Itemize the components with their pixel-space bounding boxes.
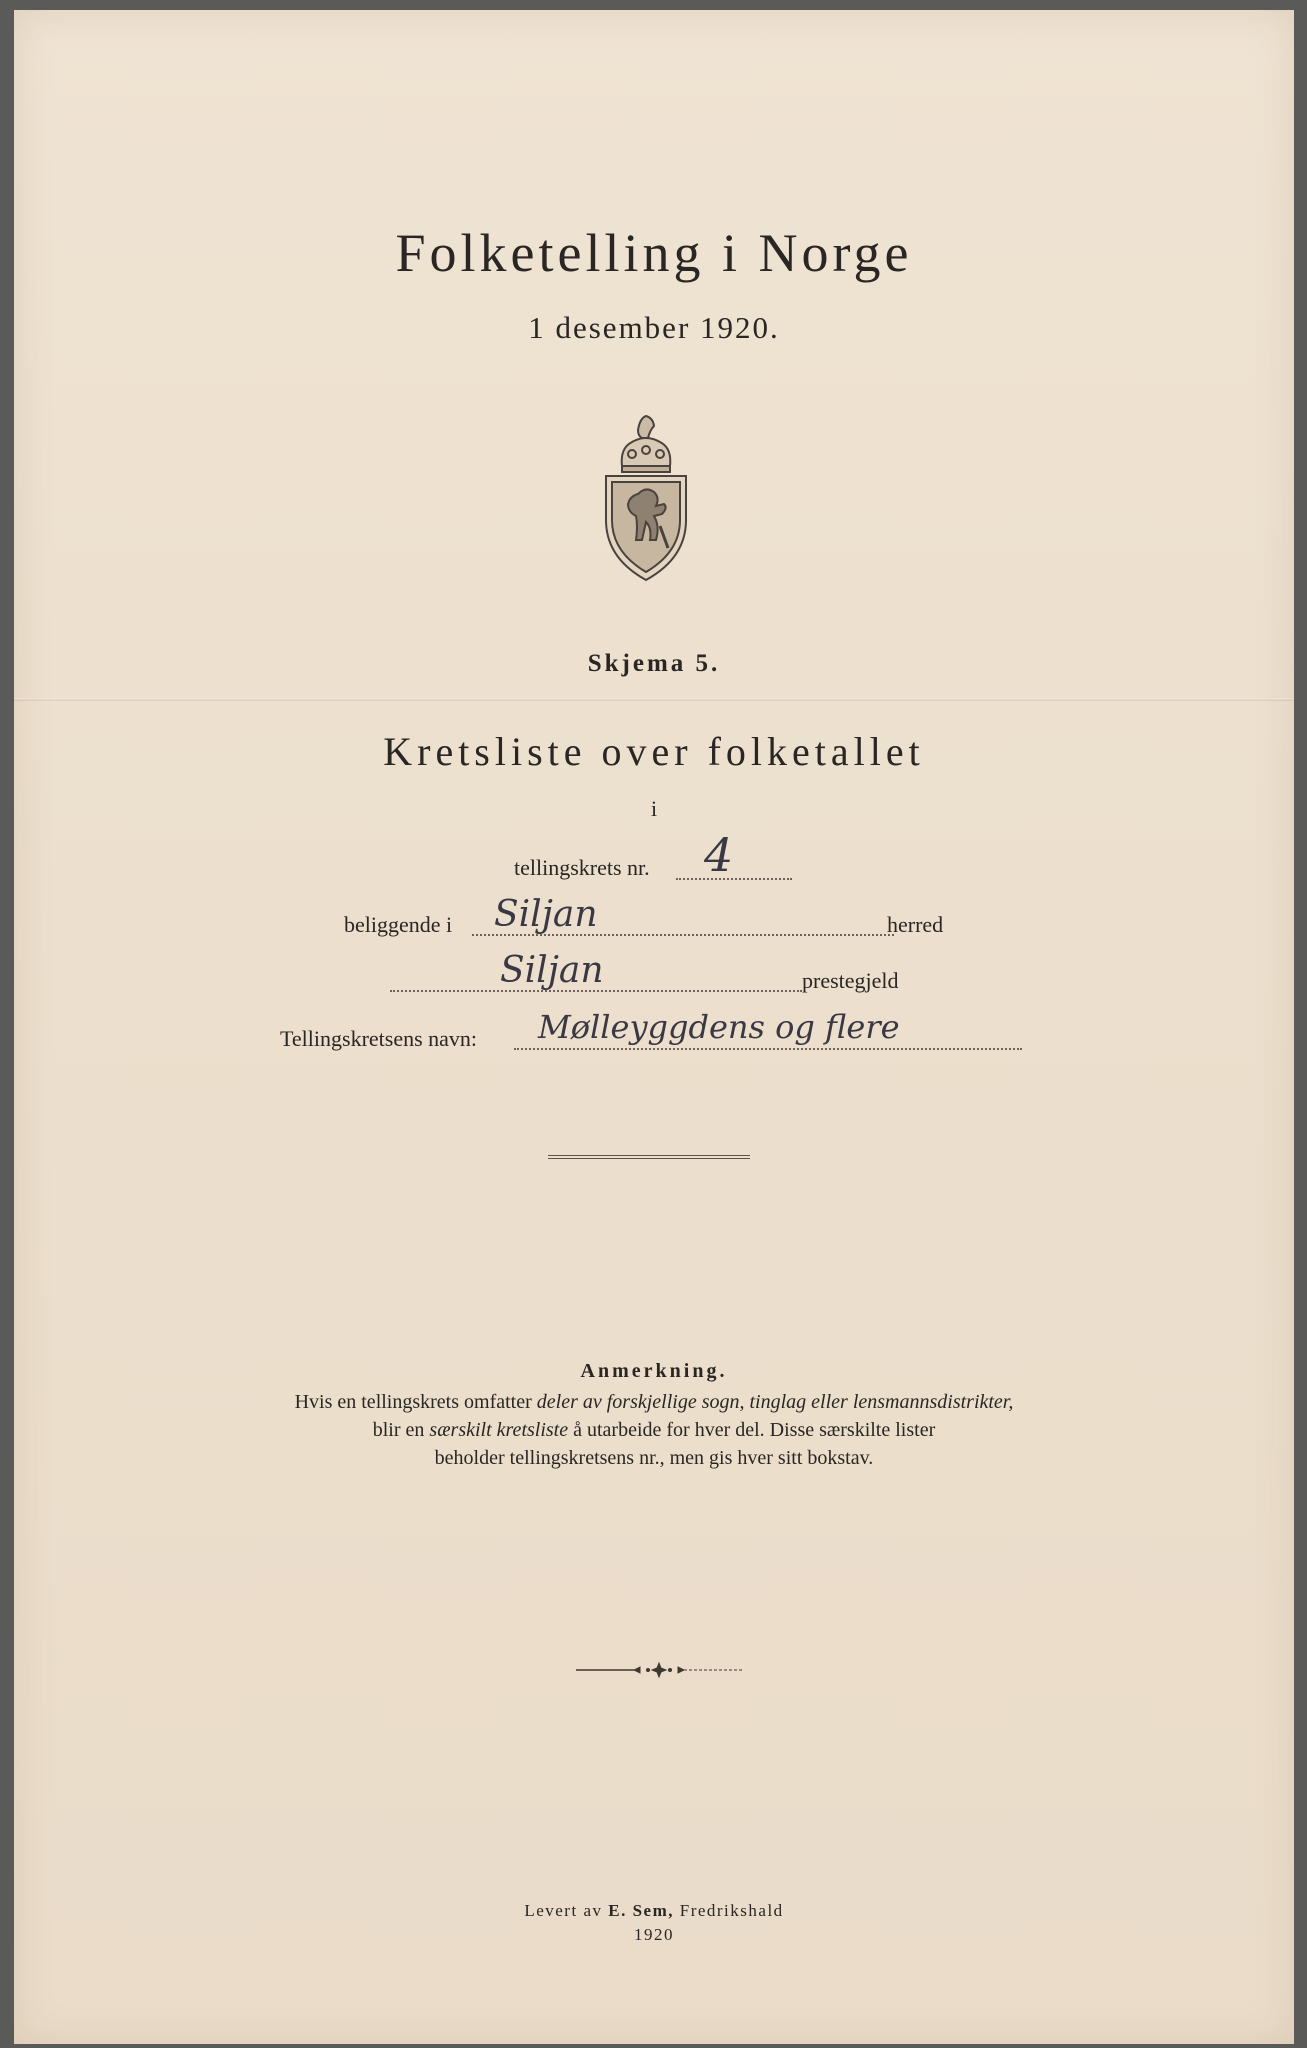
imprint-place: Fredrikshald bbox=[673, 1901, 784, 1920]
note-line-2-end: å utarbeide for hver del. Disse særskilte lister bbox=[568, 1419, 936, 1441]
district-name-value: Mølleyggdens og flere bbox=[538, 1008, 900, 1046]
prestegjeld-label: prestegjeld bbox=[802, 968, 899, 993]
located-in-label: beliggende i bbox=[344, 912, 453, 937]
form-heading: Kretsliste over folketallet bbox=[383, 729, 925, 774]
district-number-line bbox=[676, 878, 792, 880]
paper-fold bbox=[14, 698, 1294, 701]
form-date: 1 desember 1920. bbox=[528, 310, 780, 345]
printer-imprint bbox=[14, 1899, 1294, 1947]
note-line-1-start: Hvis en tellingskrets omfatter bbox=[294, 1391, 537, 1413]
note-line-2-italic: særskilt kretsliste bbox=[429, 1419, 569, 1441]
herred-value: Siljan bbox=[494, 894, 598, 935]
note-line-2-start: blir en bbox=[372, 1419, 430, 1441]
note-text bbox=[14, 1388, 1294, 1472]
note-line-3: beholder tellingskretsens nr., men gis hver sitt bokstav. bbox=[434, 1447, 874, 1469]
herred-label: herred bbox=[887, 912, 944, 937]
note-title: Anmerkning. bbox=[580, 1360, 728, 1382]
imprint-year: 1920 bbox=[634, 1925, 674, 1944]
note-line-1 bbox=[14, 1388, 1294, 1416]
district-name-label: Tellingskretsens navn: bbox=[280, 1026, 478, 1051]
form-title: Folketelling i Norge bbox=[395, 223, 913, 283]
imprint-printer: E. Sem, bbox=[608, 1901, 674, 1920]
section-divider bbox=[548, 1155, 750, 1159]
ornament-divider-icon bbox=[574, 1660, 744, 1680]
norwegian-coat-of-arms-icon bbox=[598, 408, 694, 582]
note-line-2 bbox=[14, 1416, 1294, 1444]
heading-preposition: i bbox=[650, 796, 658, 821]
district-number-value: 4 bbox=[704, 828, 734, 882]
district-number-label: tellingskrets nr. bbox=[514, 855, 650, 880]
prestegjeld-value: Siljan bbox=[500, 950, 604, 991]
schema-number: Skjema 5. bbox=[587, 650, 721, 677]
imprint-line-1 bbox=[14, 1899, 1294, 1923]
imprint-prefix: Levert av bbox=[524, 1901, 609, 1920]
note-line-1-italic: deler av forskjellige sogn, tinglag eller lensmannsdistrikter, bbox=[536, 1391, 1014, 1413]
district-name-line bbox=[514, 1048, 1022, 1050]
census-form-page bbox=[14, 10, 1294, 2044]
